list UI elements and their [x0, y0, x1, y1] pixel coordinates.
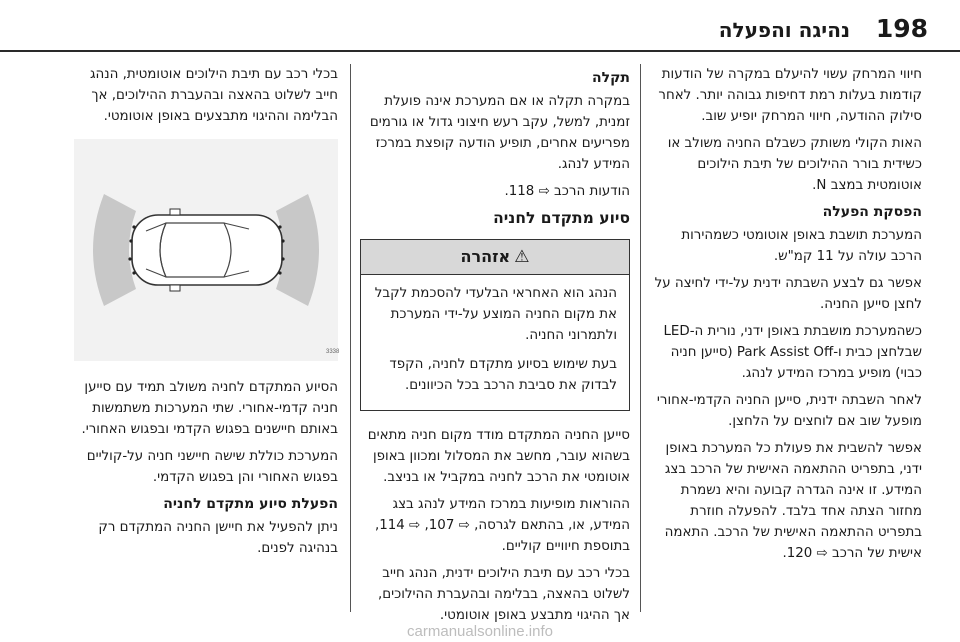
car-top-view-icon [74, 139, 338, 361]
middle-column [360, 64, 630, 632]
car-roof [160, 223, 231, 277]
page-header [0, 0, 960, 56]
paragraph: לאחר השבתה ידנית, סייען החניה הקדמי-אחורי מופעל שוב אם לוחצים על הלחצן. [656, 393, 922, 429]
left-column [72, 64, 338, 565]
page-title: נהיגה והפעלה [718, 18, 850, 42]
paragraph: במקרה תקלה או אם המערכת אינה פועלת זמנית, למשל, עקב רעש חיצוני גדול או גורמים מפריעים אחרים, תופיע הודעה קופצת במרכז המידע לנהג. [369, 94, 630, 172]
warning-label: אזהרה [460, 247, 511, 266]
image-code: 3338 [326, 349, 340, 355]
watermark: carmanualsonline.info [407, 623, 553, 640]
section-title-deactivation: הפסקת הפעלה [822, 204, 922, 220]
section-heading-advanced-parking: סיוע מתקדם לחניה [493, 209, 630, 227]
paragraph: כשהמערכת מושבתת באופן ידני, נורית ה-LED שבלחצן כבית ו-Park Assist Off (סייען חניה כבוי) מופיע במרכז המידע לנהג. [663, 324, 922, 381]
column-divider-right [640, 64, 641, 612]
warning-box [360, 239, 630, 411]
paragraph: המערכת תושבת באופן אוטומטי כשמהירות הרכב עולה על 11 קמ"ש. [681, 228, 922, 264]
paragraph: ההוראות מופיעות במרכז המידע לנהג בצג המידע, או, בהתאם לגרסה, ⇨ 107, ⇨ 114, בתוספת חיוויים קוליים. [374, 497, 630, 554]
warning-paragraph: בעת שימוש בסיוע מתקדם לחניה, הקפד לבדוק את סביבת הרכב בכל הכיוונים. [389, 357, 617, 393]
paragraph: סייען החניה המתקדם מודד מקום חניה מתאים בשהוא עובר, מחשב את המסלול ומכוון באופן אוטומטי את הרכב לחניה במקביל או בניצב. [367, 428, 630, 485]
warning-triangle-icon: ⚠ [514, 247, 530, 267]
warning-body [361, 275, 629, 410]
column-divider-left [350, 64, 351, 612]
section-title-fault: תקלה [592, 70, 630, 86]
header-divider [0, 50, 960, 52]
vehicle-messages-reference[interactable]: הודעות הרכב ⇨ 118. [504, 184, 630, 199]
page-number: 198 [875, 14, 928, 43]
car-sensor-illustration [74, 139, 338, 361]
warning-header [361, 240, 629, 275]
paragraph: חיווי המרחק עשוי להיעלם במקרה של הודעות קודמות בעלות רמת דחיפות גבוהה יותר. לאחר סילוק ההודעה, חיווי המרחק יופיע שוב. [658, 67, 922, 124]
paragraph: ניתן להפעיל את חיישן החניה המתקדם רק בנהיגה לפנים. [98, 520, 338, 556]
paragraph: בכלי רכב עם תיבת הילוכים אוטומטית, הנהג חייב לשלוט בהאצה ובהעברת ההילוכים, אך הבלימה וההיגוי מתבצעים באופן אוטומטי. [89, 67, 338, 124]
section-title-activation: הפעלת סיוע מתקדם לחניה [163, 496, 338, 512]
paragraph: המערכת כוללת שישה חיישני חניה על-קוליים בפגוש האחורי והן בפגוש הקדמי. [86, 449, 338, 485]
front-sensor-zone [93, 194, 136, 306]
paragraph: האות הקולי משותק כשבלם החניה משולב או כשידית בורר ההילוכים של תיבת הילוכים אוטומטית במצב N. [667, 136, 922, 193]
paragraph: בכלי רכב עם תיבת הילוכים ידנית, הנהג חייב לשלוט בהאצה, בבלימה ובהעברת ההילוכים, אך ההיגוי מתבצע באופן אוטומטי. [378, 566, 630, 623]
paragraph: הסיוע המתקדם לחניה משולב תמיד עם סייען חניה קדמי-אחורי. שתי המערכות משתמשות באותם חיישנים בפגוש הקדמי ובפגוש האחורי. [81, 380, 338, 437]
warning-paragraph: הנהג הוא האחראי הבלעדי להסכמת לקבל את מקום החניה המוצע על-ידי המערכת ולתמרוני החניה. [374, 286, 617, 343]
right-column [650, 64, 922, 570]
paragraph: אפשר גם לבצע השבתה ידנית על-ידי לחיצה על לחצן סייען החניה. [654, 276, 922, 312]
paragraph: אפשר להשבית את פעולת כל המערכת באופן ידני, בתפריט ההתאמה האישית של הרכב בצג המידע. זו אינה הגדרה קבועה והיא נשמרת מחזור הצתה אחד בלבד. להפעלה חוזרת בתפריט ההתאמה האישית של הרכב. התאמה אישית של הרכב ⇨ 120. [664, 441, 922, 561]
